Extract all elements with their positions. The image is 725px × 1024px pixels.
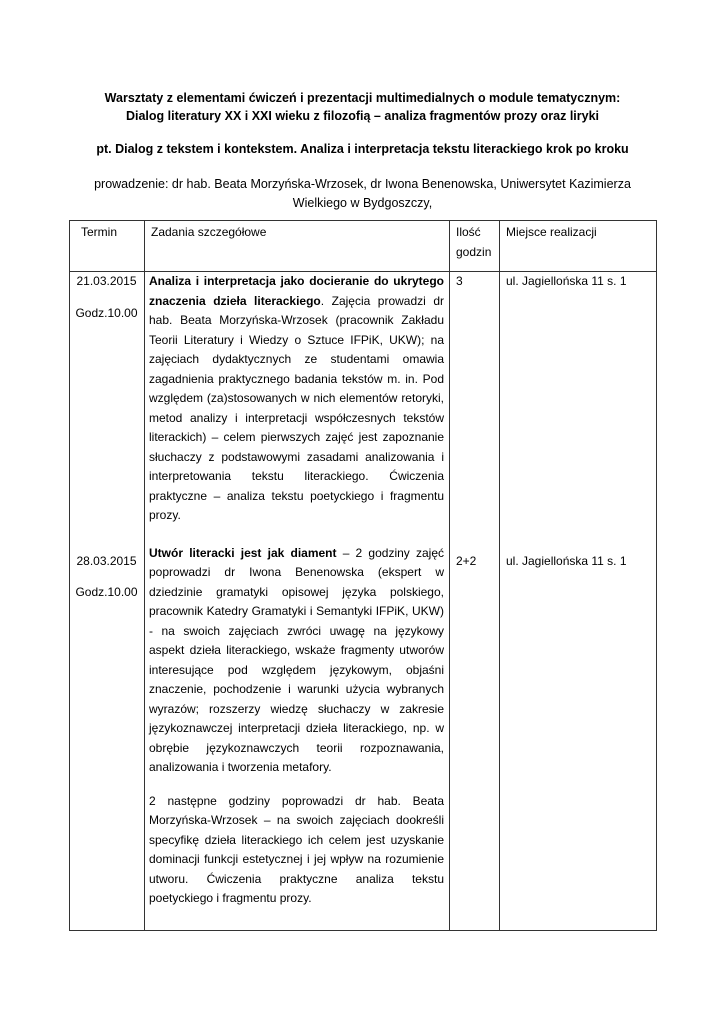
session2-place: ul. Jagiellońska 11 s. 1 [506,554,627,568]
lead-text [70,175,655,213]
session2-description-continued: 2 następne godziny poprowadzi dr hab. Beata Morzyńska-Wrzosek – na swoich zajęciach dookreśli specyfikę dzieła literackiego ich celem jest uzyskanie dominacji funkcji estetycznej i jej wpływ na rozumienie utworu. Ćwiczenia praktyczne analiza tekstu poetyckiego i fragmentu prozy. [149,793,444,905]
lead-line-2: Wielkiego w Bydgoszczy, [292,196,433,210]
session2-title: Utwór literacki jest jak diament [149,545,337,560]
title-line-1: Warsztaty z elementami ćwiczeń i prezentacji multimedialnych o module tematycznym: [104,91,621,105]
session2-date: 28.03.2015 [76,554,137,568]
document-title [60,89,665,125]
schedule-table [69,220,657,931]
place-cell [500,272,657,931]
session2-body: – 2 godziny zajęć poprowadzi dr Iwona Benenowska (ekspert w dziedzinie gramatyki opisowej języka polskiego, pracownik Katedry Gramatyki i Semantyki IFPiK, UKW) - na swoich zajęciach zwróci uwagę na językowy aspekt dzieła literackiego, wskaże fragmenty utworów interesujące pod względem językowym, objaśni znaczenie, pochodzenie i warunki użycia wybranych wyrazów; rozszerzy wiedzę słuchaczy w zakresie językoznawczej interpretacji dzieła literackiego, np. w obrębie językoznawczych teorii rozpoznawania, analizowania i tworzenia metafory. [149,545,444,774]
session1-date: 21.03.2015 [76,274,137,288]
session2-hours: 2+2 [456,554,477,568]
lead-line-1: prowadzenie: dr hab. Beata Morzyńska-Wrzosek, dr Iwona Benenowska, Uniwersytet Kazimierza [94,177,631,191]
session1-place: ul. Jagiellońska 11 s. 1 [506,274,627,288]
table-header-row [70,221,657,272]
session2-time: Godz.10.00 [75,585,138,599]
tasks-cell [145,272,450,931]
header-hours-line-2: godzin [456,244,492,259]
header-hours-line-1: Ilość [456,225,481,239]
term-cell [70,272,145,931]
session1-hours: 3 [456,274,463,288]
title-line-2: Dialog literatury XX i XXI wieku z filozofią – analiza fragmentów prozy oraz liryki [125,109,600,123]
header-tasks: Zadania szczegółowe [145,221,450,272]
session1-body: . Zajęcia prowadzi dr hab. Beata Morzyńska-Wrzosek (pracownik Zakładu Teorii Literatury i Wiedzy o Sztuce IFPiK, UKW); na zajęciach dydaktycznych ze studentami omawia zagadnienia praktycznego badania tekstów m. in. Pod względem (za)stosowanych w nich elementów retoryki, metod analizy i interpretacji współczesnych tekstów literackich) – celem pierwszych zajęć jest zapoznanie słuchaczy z podstawowymi zasadami analizowania i interpretowania tekstu literackiego. Ćwiczenia praktyczne – analiza tekstu poetyckiego i fragmentu prozy. [149,293,445,522]
table-row [70,272,657,931]
hours-cell [450,272,500,931]
session1-description [149,272,444,526]
document-subtitle: pt. Dialog z tekstem i kontekstem. Analiza i interpretacja tekstu literackiego krok po kroku [96,142,629,156]
header-place: Miejsce realizacji [500,221,657,272]
session1-title: Analiza i interpretacja jako docieranie do ukrytego znaczenia dzieła literackiego [149,274,444,308]
header-hours [450,221,500,272]
session2-description [149,544,444,778]
header-term: Termin [70,221,145,272]
session1-time: Godz.10.00 [75,306,138,320]
